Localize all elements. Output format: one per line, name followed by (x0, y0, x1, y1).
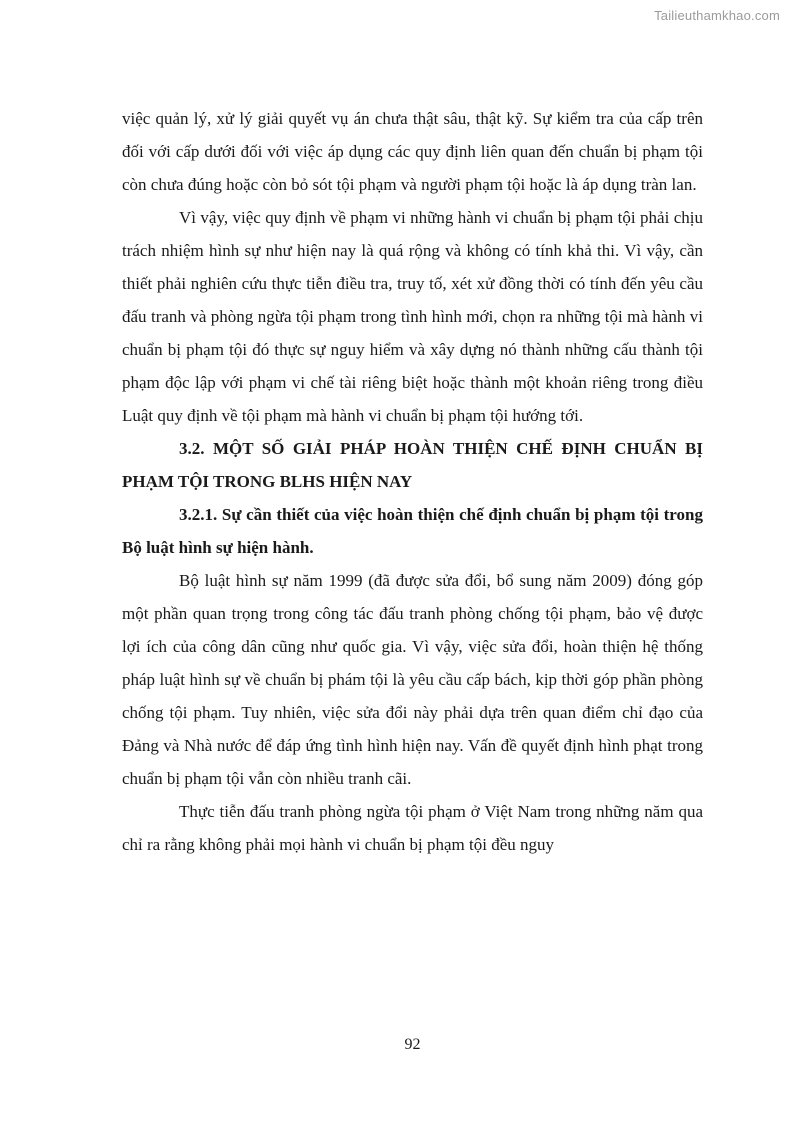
paragraph: Bộ luật hình sự năm 1999 (đã được sửa đổi, bổ sung năm 2009) đóng góp một phần quan trọng trong công tác đấu tranh phòng chống tội phạm, bảo vệ được lợi ích của công dân cũng như quốc gia. Vì vậy, việc sửa đổi, hoàn thiện hệ thống pháp luật hình sự về chuẩn bị phám tội là yêu cầu cấp bách, kịp thời góp phần phòng chống tội phạm. Tuy nhiên, việc sửa đổi này phải dựa trên quan điểm chỉ đạo của Đảng và Nhà nước để đáp ứng tình hình hiện nay. Vấn đề quyết định hình phạt trong chuẩn bị phạm tội vẫn còn nhiều tranh cãi. (122, 571, 703, 788)
page-number: 92 (404, 1036, 421, 1053)
paragraph: việc quản lý, xử lý giải quyết vụ án chưa thật sâu, thật kỹ. Sự kiểm tra của cấp trên đối với cấp dưới đối với việc áp dụng các quy định liên quan đến chuẩn bị phạm tội còn chưa đúng hoặc còn bỏ sót tội phạm và người phạm tội hoặc là áp dụng tràn lan. (122, 109, 703, 194)
page-content (122, 102, 703, 861)
subsection-heading: 3.2.1. Sự cần thiết của việc hoàn thiện chế định chuẩn bị phạm tội trong Bộ luật hình sự hiện hành. (122, 505, 703, 557)
paragraph: Thực tiễn đấu tranh phòng ngừa tội phạm ở Việt Nam trong những năm qua chỉ ra rằng không phải mọi hành vi chuẩn bị phạm tội đều nguy (122, 802, 703, 854)
paragraph: Vì vậy, việc quy định về phạm vi những hành vi chuẩn bị phạm tội phải chịu trách nhiệm hình sự như hiện nay là quá rộng và không có tính khả thi. Vì vậy, cần thiết phải nghiên cứu thực tiễn điều tra, truy tố, xét xử đồng thời có tính đến yêu cầu đấu tranh và phòng ngừa tội phạm trong tình hình mới, chọn ra những tội mà hành vi chuẩn bị phạm tội đó thực sự nguy hiểm và xây dựng nó thành những cấu thành tội phạm độc lập với phạm vi chế tài riêng biệt hoặc thành một khoản riêng trong điều Luật quy định về tội phạm mà hành vi chuẩn bị phạm tội hướng tới. (122, 208, 703, 425)
section-heading: 3.2. MỘT SỐ GIẢI PHÁP HOÀN THIỆN CHẾ ĐỊNH CHUẨN BỊ PHẠM TỘI TRONG BLHS HIỆN NAY (122, 439, 703, 491)
watermark-site-label: Tailieuthamkhao.com (654, 8, 780, 23)
